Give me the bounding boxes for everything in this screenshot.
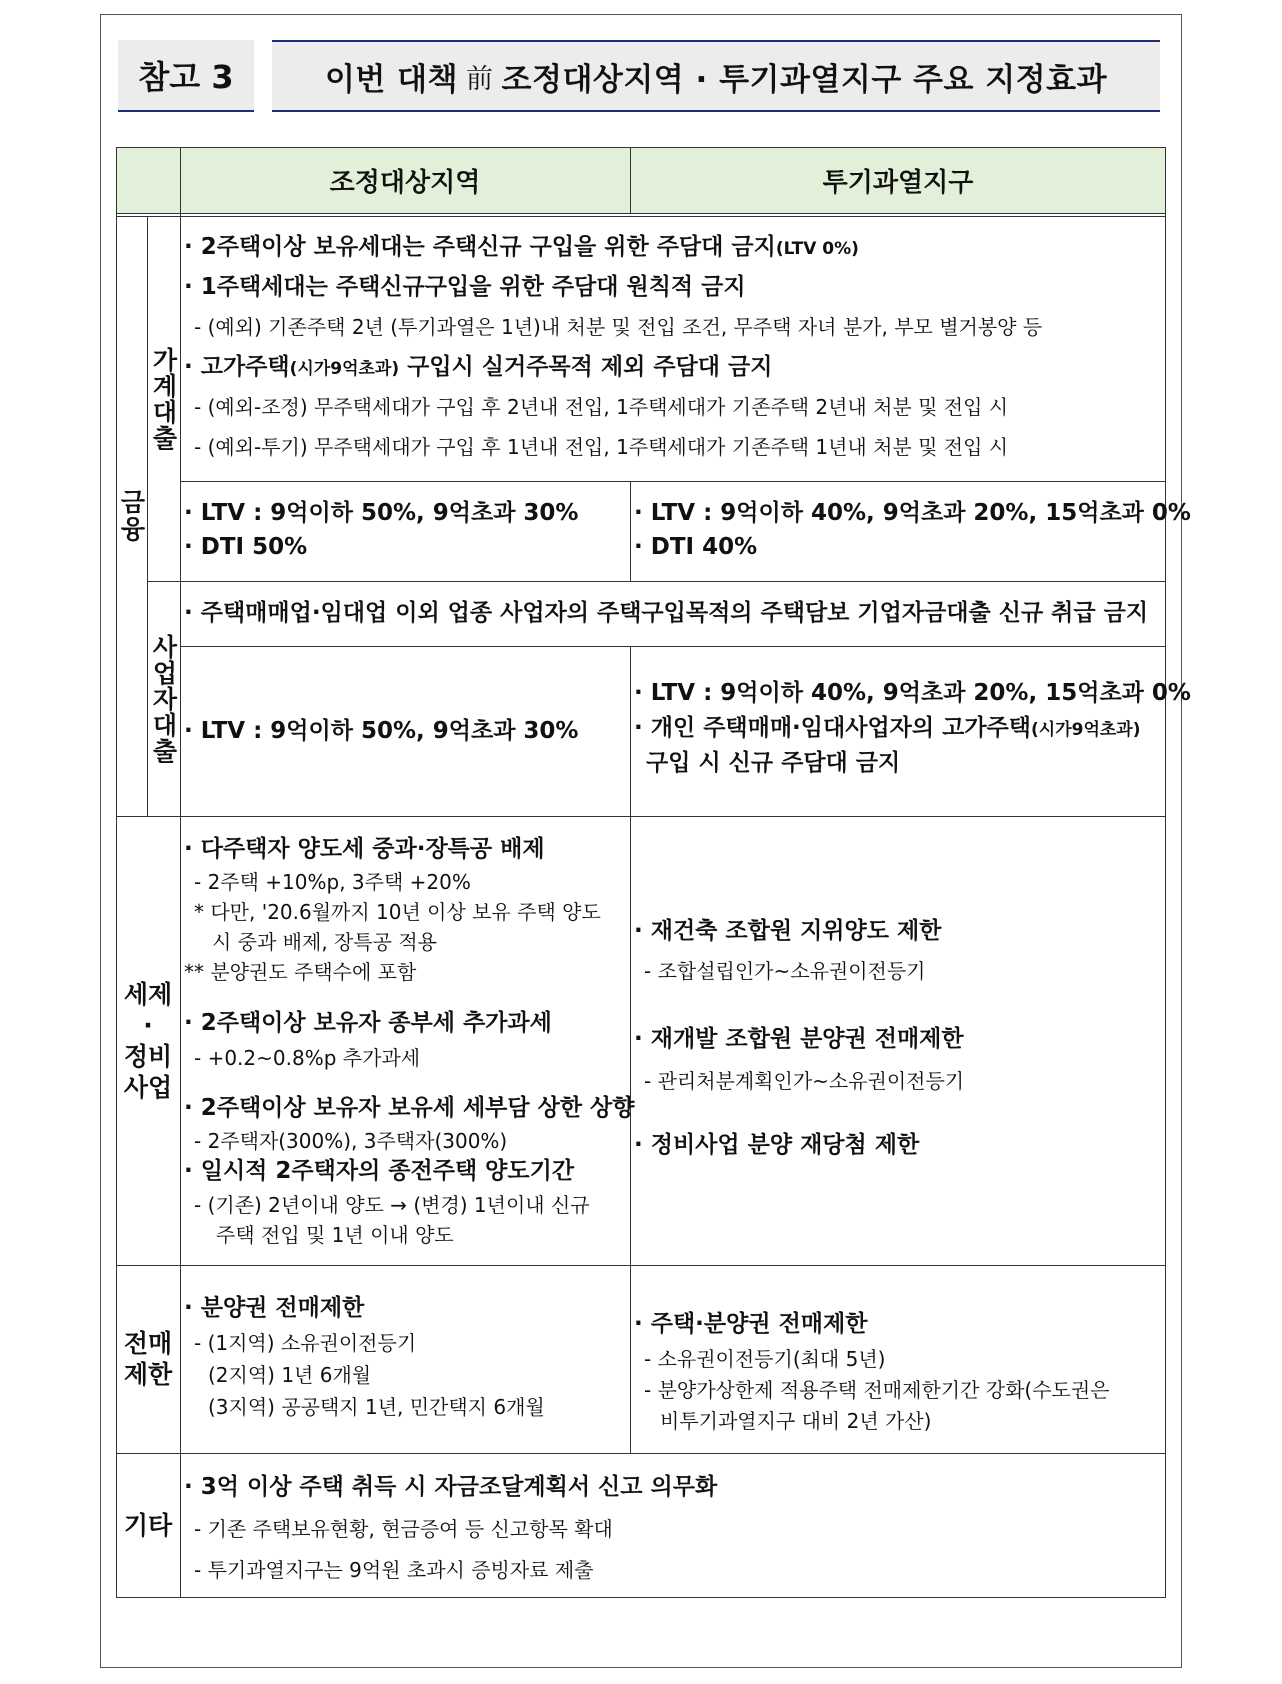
business-shared-line: · 주택매매업·임대업 이외 업종 사업자의 주택구입목적의 주택담보 기업자금대출 신규 취급 금지 (184, 600, 1149, 626)
household-adjust-line: · LTV : 9억이하 50%, 9억초과 30% (184, 500, 579, 526)
row-rule-1 (180, 481, 1166, 482)
business-spec-line: · LTV : 9억이하 40%, 9억초과 20%, 15억초과 0% (634, 680, 1191, 706)
row-rule-4 (116, 816, 1166, 817)
page-title (272, 40, 1160, 112)
business-loan-label-text: 사업자대출 (149, 633, 178, 764)
household-line-text: 구입시 실거주목적 제외 주담대 금지 (399, 354, 773, 380)
title-pre-char: 前 (466, 63, 494, 95)
household-line: - (예외-투기) 무주택세대가 구입 후 1년내 전입, 1주택세대가 기존주택 1년내 처분 및 전입 시 (194, 435, 1009, 459)
household-line (184, 354, 772, 382)
household-adjust-line: · DTI 50% (184, 534, 308, 560)
tax-spec-line: · 정비사업 분양 재당첨 제한 (634, 1132, 920, 1158)
tax-adjust-line: 시 중과 배제, 장특공 적용 (212, 930, 437, 954)
household-line: - (예외) 기존주택 2년 (투기과열은 1년)내 처분 및 전입 조건, 무주택 자녀 분가, 부모 별거봉양 등 (194, 315, 1043, 339)
resale-adjust-line: (3지역) 공공택지 1년, 민간택지 6개월 (208, 1395, 545, 1419)
reference-label (118, 40, 254, 112)
tax-label-line: 정비 (123, 1041, 173, 1071)
household-line: · 1주택세대는 주택신규구입을 위한 주담대 원칙적 금지 (184, 274, 746, 300)
household-line-text: · 2주택이상 보유세대는 주택신규 구입을 위한 주담대 금지 (184, 234, 776, 260)
row-rule-5 (116, 1265, 1166, 1266)
business-spec-line: 구입 시 신규 주담대 금지 (646, 750, 901, 776)
col-divider-ltv (630, 481, 631, 581)
household-loan-label-text: 가계대출 (149, 346, 178, 451)
business-loan-label (147, 581, 180, 816)
business-spec-note: (시가9억초과) (1031, 720, 1141, 740)
household-line: - (예외-조정) 무주택세대가 구입 후 2년내 전입, 1주택세대가 기존주택 2년내 처분 및 전입 시 (194, 395, 1009, 419)
column-header-adjust: 조정대상지역 (329, 167, 481, 198)
tax-adjust-line: - 2주택자(300%), 3주택자(300%) (194, 1129, 508, 1153)
resale-spec-line: - 분양가상한제 적용주택 전매제한기간 강화(수도권은 (644, 1378, 1110, 1402)
other-line: · 3억 이상 주택 취득 시 자금조달계획서 신고 의무화 (184, 1474, 718, 1500)
tax-spec-line: - 조합설립인가~소유권이전등기 (644, 959, 926, 983)
tax-adjust-line: - +0.2~0.8%p 추가과세 (194, 1046, 421, 1070)
tax-adjust-line: · 다주택자 양도세 중과·장특공 배제 (184, 836, 545, 862)
tax-label-line: 세제 (123, 979, 173, 1009)
finance-label (116, 216, 147, 816)
resale-spec-line: - 소유권이전등기(최대 5년) (644, 1347, 886, 1371)
other-line: - 기존 주택보유현황, 현금증여 등 신고항목 확대 (194, 1517, 613, 1541)
row-rule-6 (116, 1453, 1166, 1454)
resale-adjust-line: - (1지역) 소유권이전등기 (194, 1331, 417, 1355)
tax-adjust-line: - (기존) 2년이내 양도 → (변경) 1년이내 신규 (194, 1193, 590, 1217)
household-line-note: (시가9억초과) (289, 359, 400, 379)
household-loan-label (147, 216, 180, 581)
tax-adjust-line: · 2주택이상 보유자 종부세 추가과세 (184, 1010, 552, 1036)
row-rule-2 (147, 581, 1166, 582)
resale-label-line: 제한 (123, 1360, 173, 1389)
tax-adjust-line: · 2주택이상 보유자 보유세 세부담 상한 상향 (184, 1095, 635, 1121)
tax-label-line: 사업 (123, 1072, 173, 1102)
col-divider-header (630, 147, 631, 213)
header-rule-2 (116, 216, 1166, 217)
resale-label-line: 전매 (123, 1329, 173, 1358)
col-divider-main (630, 646, 631, 1453)
resale-adjust-line: · 분양권 전매제한 (184, 1295, 365, 1321)
resale-spec-line: 비투기과열지구 대비 2년 가산) (660, 1409, 932, 1433)
tax-label-line: · (143, 1010, 153, 1040)
household-line-text: · 고가주택 (184, 354, 290, 380)
tax-adjust-line: - 2주택 +10%p, 3주택 +20% (194, 870, 471, 894)
other-label (116, 1453, 180, 1598)
title-part-2: 조정대상지역 · 투기과열지구 주요 지정효과 (501, 61, 1108, 98)
resale-adjust-line: (2지역) 1년 6개월 (208, 1363, 372, 1387)
resale-spec-line: · 주택·분양권 전매제한 (634, 1311, 868, 1337)
tax-adjust-line: · 일시적 2주택자의 종전주택 양도기간 (184, 1158, 575, 1184)
business-adjust-line: · LTV : 9억이하 50%, 9억초과 30% (184, 718, 579, 744)
other-label-text: 기타 (123, 1511, 173, 1540)
tax-adjust-line: ** 분양권도 주택수에 포함 (184, 960, 417, 984)
household-line (184, 234, 859, 262)
other-line: - 투기과열지구는 9억원 초과시 증빙자료 제출 (194, 1558, 594, 1582)
household-spec-line: · DTI 40% (634, 534, 758, 560)
tax-spec-line: - 관리처분계획인가~소유권이전등기 (644, 1069, 965, 1093)
household-line-note: (LTV 0%) (775, 239, 859, 259)
col-divider-label (180, 147, 181, 1598)
row-rule-3 (180, 646, 1166, 647)
business-spec-line (634, 715, 1140, 743)
resale-label (116, 1265, 180, 1453)
business-spec-text: · 개인 주택매매·임대사업자의 고가주택 (634, 715, 1031, 741)
tax-adjust-line: * 다만, '20.6월까지 10년 이상 보유 주택 양도 (194, 900, 601, 924)
tax-spec-line: · 재개발 조합원 분양권 전매제한 (634, 1026, 964, 1052)
finance-label-text: 금융 (117, 489, 146, 543)
column-header-speculative: 투기과열지구 (822, 167, 974, 198)
title-part-1: 이번 대책 (324, 61, 459, 98)
tax-spec-line: · 재건축 조합원 지위양도 제한 (634, 918, 942, 944)
header-rule (116, 213, 1166, 214)
household-spec-line: · LTV : 9억이하 40%, 9억초과 20%, 15억초과 0% (634, 500, 1191, 526)
tax-adjust-line: 주택 전입 및 1년 이내 양도 (216, 1223, 454, 1247)
tax-label (116, 816, 180, 1265)
reference-label-text: 참고 3 (138, 58, 234, 96)
